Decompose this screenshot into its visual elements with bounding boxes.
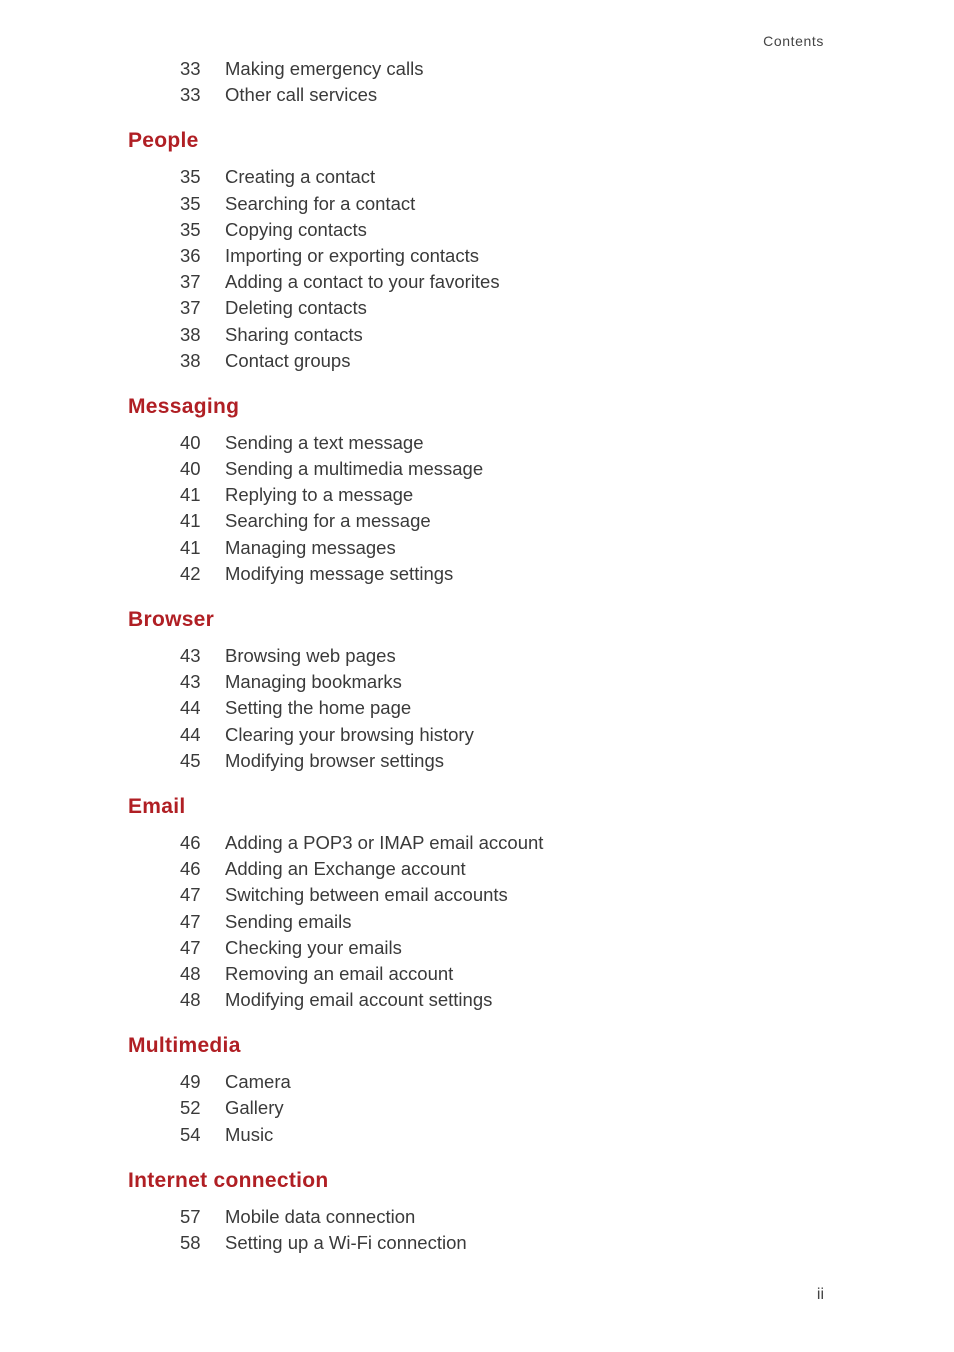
section-heading[interactable]: Browser <box>128 608 215 631</box>
toc-entry-title: Other call services <box>225 84 378 106</box>
toc-entry-page: 38 <box>180 349 201 371</box>
toc-entry-page: 48 <box>180 989 201 1011</box>
toc-entry[interactable] <box>0 1230 954 1256</box>
toc-entry-title: Sending a multimedia message <box>225 458 484 480</box>
toc-entry-title: Adding a POP3 or IMAP email account <box>225 831 544 853</box>
toc-entry-page: 42 <box>180 562 201 584</box>
toc-entry-title: Adding an Exchange account <box>225 858 466 880</box>
toc-entry[interactable] <box>0 1204 954 1230</box>
toc-section <box>0 1033 954 1148</box>
toc-entry-page: 58 <box>180 1232 201 1253</box>
section-heading[interactable]: People <box>128 129 199 153</box>
toc-entry[interactable] <box>0 961 954 987</box>
toc-entry-title: Searching for a contact <box>225 192 416 214</box>
toc-section <box>0 394 954 587</box>
toc-entry-page: 47 <box>180 910 201 932</box>
toc-entry-page: 41 <box>180 484 201 506</box>
toc-entry-title: Gallery <box>225 1097 284 1119</box>
toc-entry-page: 37 <box>180 271 201 293</box>
toc-entry[interactable] <box>0 508 954 534</box>
toc-entry-page: 45 <box>180 749 201 771</box>
toc-entry-title: Creating a contact <box>225 166 376 188</box>
toc-entry[interactable] <box>0 882 954 908</box>
toc-entry-page: 41 <box>180 510 201 532</box>
toc-entry[interactable] <box>0 243 954 269</box>
toc-entry-title: Searching for a message <box>225 510 431 532</box>
toc-entry-page: 35 <box>180 166 201 188</box>
toc-entry-page: 40 <box>180 431 201 453</box>
toc-entry[interactable] <box>0 856 954 882</box>
toc-entry-page: 35 <box>180 192 201 214</box>
toc-entry-page: 43 <box>180 645 201 666</box>
toc-section <box>0 794 954 1013</box>
toc-entry-title: Making emergency calls <box>225 58 424 79</box>
toc-entry[interactable] <box>0 82 954 108</box>
toc-entry-title: Browsing web pages <box>225 645 396 666</box>
toc-entry-title: Music <box>225 1123 274 1145</box>
toc-entry[interactable] <box>0 987 954 1013</box>
toc-entry[interactable] <box>0 456 954 482</box>
toc-entry-title: Managing messages <box>225 536 396 558</box>
toc-entry-title: Clearing your browsing history <box>225 723 474 745</box>
toc-entry-page: 54 <box>180 1123 201 1145</box>
toc-entry[interactable] <box>0 669 954 695</box>
toc-entry-page: 57 <box>180 1205 201 1227</box>
toc-entry-title: Managing bookmarks <box>225 671 402 693</box>
section-heading[interactable]: Internet connection <box>128 1168 329 1192</box>
toc-entry-title: Contact groups <box>225 349 351 371</box>
toc-entry-page: 46 <box>180 858 201 880</box>
toc-entry[interactable] <box>0 56 954 82</box>
toc-entry[interactable] <box>0 269 954 295</box>
table-of-contents <box>0 56 954 1256</box>
toc-entry-title: Modifying browser settings <box>225 749 445 771</box>
toc-entry[interactable] <box>0 561 954 587</box>
toc-entry[interactable] <box>0 748 954 774</box>
toc-entry-title: Switching between email accounts <box>225 884 508 906</box>
toc-entry-page: 48 <box>180 962 201 984</box>
toc-entry-title: Sharing contacts <box>225 323 363 345</box>
page-number: ii <box>816 1286 824 1303</box>
toc-entry-page: 44 <box>180 697 201 719</box>
section-heading[interactable]: Messaging <box>128 394 240 418</box>
toc-entry[interactable] <box>0 722 954 748</box>
toc-entry-page: 35 <box>180 218 201 240</box>
toc-entry[interactable] <box>0 909 954 935</box>
toc-entry-page: 49 <box>180 1071 201 1093</box>
toc-entry[interactable] <box>0 830 954 856</box>
toc-entry-title: Mobile data connection <box>225 1205 416 1227</box>
toc-section <box>0 607 954 774</box>
toc-section <box>0 56 954 108</box>
toc-entry-title: Modifying message settings <box>225 562 454 584</box>
toc-entry[interactable] <box>0 191 954 217</box>
toc-entry-page: 40 <box>180 458 201 480</box>
toc-entry[interactable] <box>0 217 954 243</box>
toc-entry[interactable] <box>0 535 954 561</box>
toc-entry[interactable] <box>0 1069 954 1095</box>
toc-entry-page: 33 <box>180 84 201 106</box>
toc-entry[interactable] <box>0 322 954 348</box>
toc-entry-title: Setting the home page <box>225 697 412 719</box>
toc-entry[interactable] <box>0 695 954 721</box>
toc-entry[interactable] <box>0 935 954 961</box>
toc-entry-title: Sending a text message <box>225 431 424 453</box>
toc-entry[interactable] <box>0 430 954 456</box>
toc-entry-title: Sending emails <box>225 910 352 932</box>
toc-entry-title: Checking your emails <box>225 936 402 958</box>
toc-entry-title: Modifying email account settings <box>225 989 493 1011</box>
toc-entry-title: Removing an email account <box>225 962 454 984</box>
toc-section <box>0 128 954 374</box>
toc-entry-title: Deleting contacts <box>225 297 367 319</box>
toc-entry[interactable] <box>0 643 954 669</box>
toc-section <box>0 1168 954 1256</box>
toc-entry[interactable] <box>0 1122 954 1148</box>
toc-entry[interactable] <box>0 295 954 321</box>
toc-entry-page: 46 <box>180 831 201 853</box>
toc-entry[interactable] <box>0 348 954 374</box>
toc-entry-page: 41 <box>180 536 201 558</box>
toc-entry[interactable] <box>0 482 954 508</box>
toc-entry-page: 37 <box>180 297 201 319</box>
toc-entry-page: 43 <box>180 671 201 693</box>
toc-entry-page: 38 <box>180 323 201 345</box>
toc-entry-page: 44 <box>180 723 201 745</box>
toc-entry-page: 47 <box>180 936 201 958</box>
toc-entry-title: Copying contacts <box>225 218 367 240</box>
toc-entry-title: Importing or exporting contacts <box>225 244 479 266</box>
running-header: Contents <box>763 33 824 49</box>
toc-entry-title: Adding a contact to your favorites <box>225 271 500 293</box>
section-heading[interactable]: Multimedia <box>128 1034 241 1058</box>
toc-entry[interactable] <box>0 1095 954 1121</box>
toc-entry-page: 33 <box>180 58 201 79</box>
section-heading[interactable]: Email <box>128 794 186 818</box>
toc-entry-page: 52 <box>180 1097 201 1119</box>
toc-entry-page: 36 <box>180 244 201 266</box>
toc-entry-page: 47 <box>180 884 201 906</box>
toc-entry-title: Replying to a message <box>225 484 414 506</box>
toc-entry[interactable] <box>0 164 954 190</box>
toc-entry-title: Setting up a Wi-Fi connection <box>225 1232 467 1253</box>
toc-entry-title: Camera <box>225 1071 291 1093</box>
